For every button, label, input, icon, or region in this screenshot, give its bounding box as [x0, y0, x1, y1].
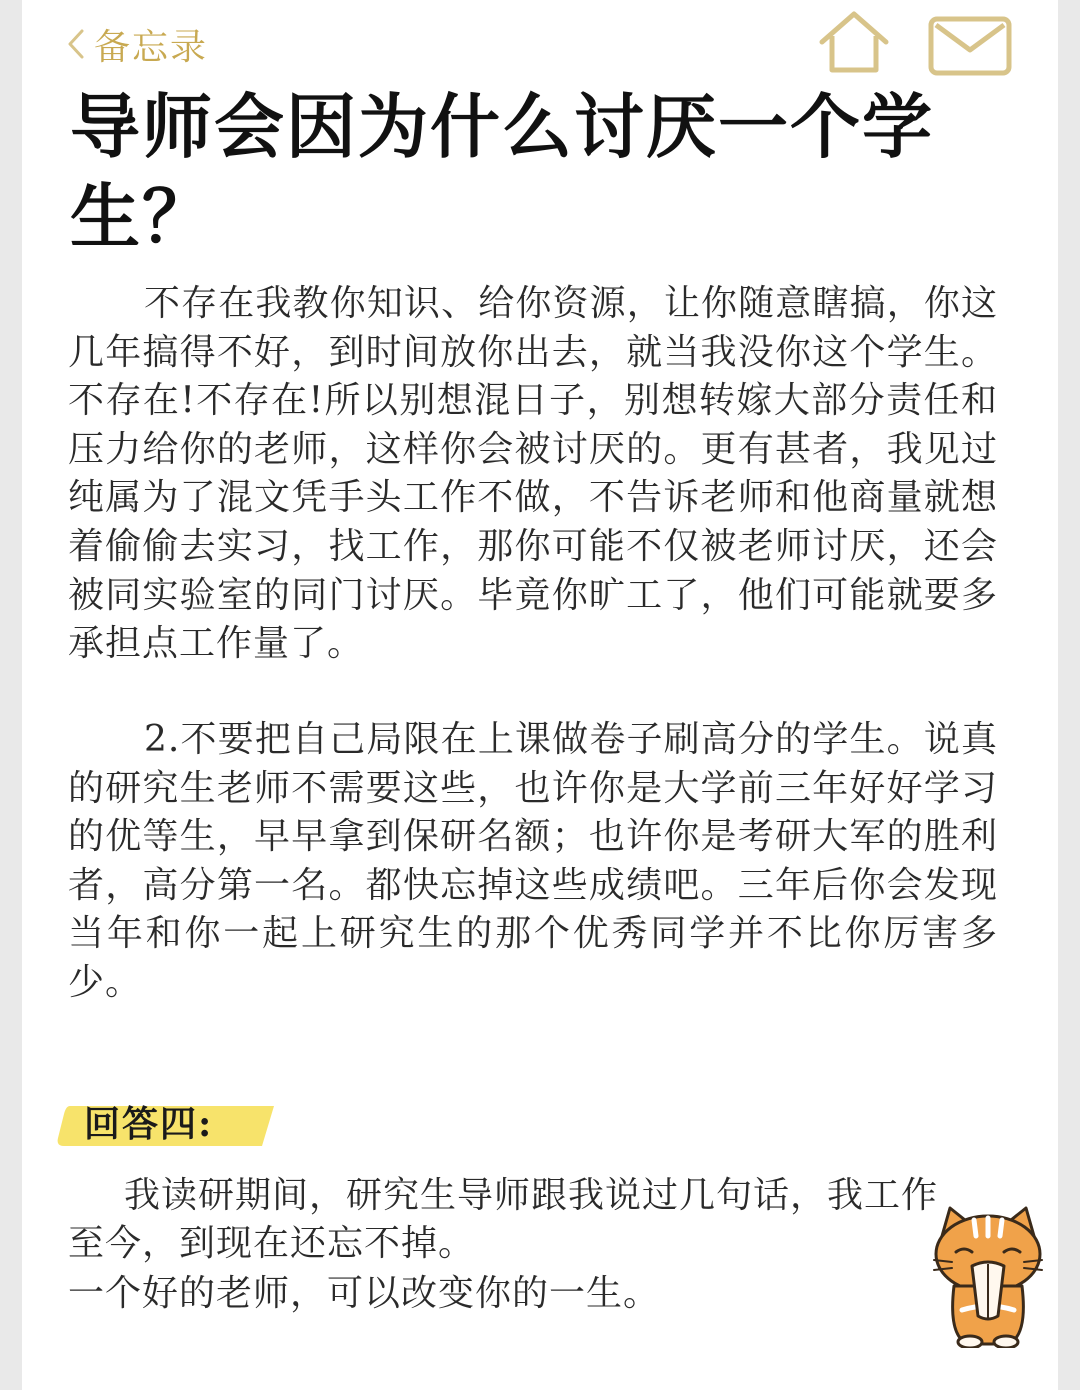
- article-title: 导师会因为什么讨厌一个学生？: [70, 86, 934, 258]
- paragraph-2: 2.不要把自己局限在上课做卷子刷高分的学生。说真的研究生老师不需要这些，也许你是大学前三年好好学习的优等生，早早拿到保研名额；也许你是考研大军的胜利者，高分第一名。都快忘掉这些成绩吧。三年后你会发现当年和你一起上研究生的那个优秀同学并不比你厉害多少。: [68, 719, 998, 1003]
- back-label: 备忘录: [94, 26, 209, 68]
- paragraph-4: 一个好的老师，可以改变你的一生。: [68, 1273, 661, 1314]
- mail-icon[interactable]: [928, 16, 1012, 76]
- answer-tag-label: 回答四:: [84, 1103, 214, 1145]
- paragraph-3: 我读研期间，研究生导师跟我说过几句话，我工作至今，到现在还忘不掉。: [68, 1175, 939, 1264]
- home-icon[interactable]: [818, 8, 890, 74]
- answer-tag: [56, 1104, 276, 1148]
- cat-sticker-icon: [928, 1206, 1048, 1348]
- back-button[interactable]: [66, 20, 208, 68]
- paragraph-1: 不存在我教你知识、给你资源，让你随意瞎搞，你这几年搞得不好，到时间放你出去，就当我没你这个学生。不存在!不存在!所以别想混日子，别想转嫁大部分责任和压力给你的老师，这样你会被讨厌的。更有甚者，我见过纯属为了混文凭手头工作不做，不告诉老师和他商量就想着偷偷去实习，找工作，那你可能不仅被老师讨厌，还会被同实验室的同门讨厌。毕竟你旷工了，他们可能就要多承担点工作量了。: [68, 283, 998, 665]
- chevron-left-icon: [66, 27, 86, 61]
- memo-page: [22, 0, 1058, 1390]
